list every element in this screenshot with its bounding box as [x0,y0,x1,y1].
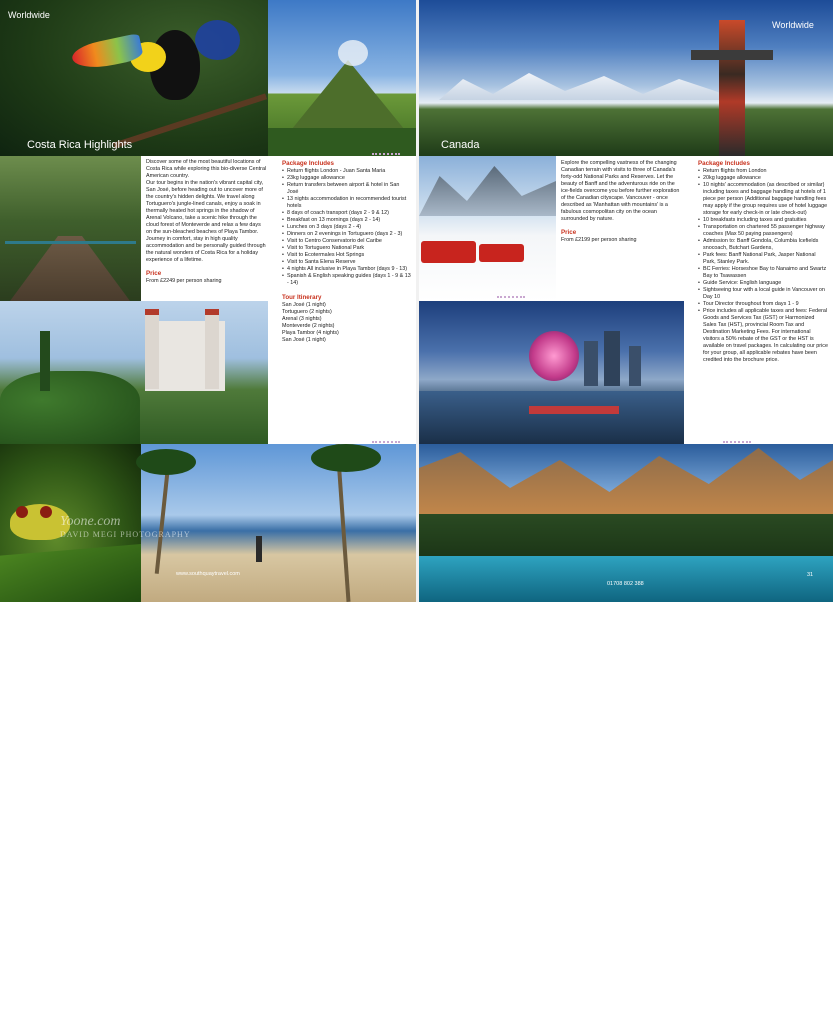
list-item: • 10 nights' accommodation (as described or similar) including taxes and baggage handling at hotels of 1 piece per person (Additional baggage handling fees may apply if the group requires use of hotel luggage storage for early check-in or late check-out) [698,182,828,217]
page-number: 30 [22,1013,29,1019]
list-item: • Visit to Santa Elena Reserve [282,259,412,266]
package-heading: Package Includes [282,160,334,167]
vancouver-harbour-photo [419,301,684,444]
list-item: • Price includes all applicable taxes and fees: Federal Goods and Services Tax (GST) or Harmonized Sales Tax (HST), provincial Room Tax and Destination Marketing Fees. For international visitors a 50% rebate of the GST or the HST is available on travel packages. In calculating our price for your group, all applicable rebates have been credited into the brochure price. [698,308,828,364]
section-label: Worldwide [8,10,50,20]
phone-number: 01708 802 388 [607,581,644,587]
list-item: San José (1 night) [282,302,326,308]
canada-mountains-totem-photo [419,0,833,156]
list-item: Monteverde (2 nights) [282,323,335,329]
price-text: From £2249 per person sharing [146,278,222,284]
list-item: • Sightseeing tour with a local guide in Vancouver on Day 10 [698,287,828,301]
page-number: 31 [807,572,814,578]
list-item: • Tour Director throughout from days 1 - 9 [698,301,828,308]
icefield-snowcoach-photo [419,156,556,301]
decorative-dots [497,296,525,299]
page-title: Canada [441,139,480,151]
itinerary-list [282,302,412,344]
list-item: • 4 nights All inclusive in Playa Tambor (days 9 - 13) [282,266,412,273]
package-heading: Package Includes [698,160,750,167]
zarcero-church-photo [0,301,268,444]
package-list [698,168,828,364]
price-text: From £2199 per person sharing [561,237,637,243]
decorative-dots [372,153,400,156]
list-item: • Return flights London - Juan Santa Maria [282,168,412,175]
list-item: Arenal (3 nights) [282,316,322,322]
list-item: • Visit to Ecotermales Hot Springs [282,252,412,259]
list-item: • BC Ferries: Horseshoe Bay to Nanaimo and Swartz Bay to Tsawassen [698,266,828,280]
list-item: • 20kg luggage allowance [698,175,828,182]
list-item: Playa Tambor (4 nights) [282,330,339,336]
list-item: • 10 breakfasts including taxes and gratuities [698,217,828,224]
list-item: • Return transfers between airport & hotel in San José [282,182,412,196]
price-heading: Price [146,270,162,277]
photographer-watermark [60,514,240,554]
costa-rica-package [282,160,412,344]
list-item: • 13 nights accommodation in recommended tourist hotels [282,196,412,210]
list-item: • Visit to Tortuguero National Park [282,245,412,252]
canada-intro [561,160,683,244]
hanging-bridge-photo [0,156,141,301]
list-item: • 23kg luggage allowance [282,175,412,182]
list-item: • Spanish & English speaking guides (days 1 - 9 & 13 - 14) [282,273,412,287]
intro-paragraph: Discover some of the most beautiful locations of Costa Rica while exploring this bio-diverse Central American country. [146,159,267,179]
list-item: • Lunches on 3 days (days 2 - 4) [282,224,412,231]
list-item: • 8 days of coach transport (days 2 - 9 & 12) [282,210,412,217]
price-heading: Price [561,229,577,236]
list-item: • Breakfast on 13 mornings (days 2 - 14) [282,217,412,224]
package-list [282,168,412,287]
list-item: • Transportation on chartered 55 passenger highway coaches (Max 50 paying passengers) [698,224,828,238]
website-text: www.southquaytravel.com [176,571,240,577]
list-item: • Visit to Centro Conservatorio del Caribe [282,238,412,245]
itinerary-heading: Tour Itinerary [282,294,322,301]
list-item: • Guide Service: English language [698,280,828,287]
moraine-lake-photo [419,444,833,602]
toucan-photo [0,0,268,156]
list-item: • Admission to: Banff Gondola, Columbia Icefields snocoach, Butchart Gardens, [698,238,828,252]
list-item: Tortuguero (2 nights) [282,309,332,315]
intro-paragraph: Journey in comfort, stay in high quality accommodation and be personally guided through the natural wonders of Costa Rica for a holiday experience of a lifetime. [146,236,266,263]
canada-package [698,160,828,364]
list-item: • Dinners on 2 evenings in Tortuguero (days 2 - 3) [282,231,412,238]
watermark-line: Yoone.com [60,514,121,529]
list-item: • Return flights from London [698,168,828,175]
page-title: Costa Rica Highlights [27,139,133,151]
list-item: San José (1 night) [282,337,326,343]
arenal-volcano-photo [268,0,419,156]
list-item: • Park fees: Banff National Park, Jasper National Park, Stanley Park. [698,252,828,266]
costa-rica-intro [146,159,268,285]
section-label: Worldwide [772,20,814,30]
intro-paragraph: Explore the compelling vastness of the changing Canadian terrain with visits to three of Canada's forty-odd National Parks and Reserves. Let the beauty of Banff and the adventurous ride on the ice-fields overcome you before further exploration of the Canadian cityscape. Vancouver - once described as 'Manhattan with mountains' is a fabulous cosmopolitan city on the ocean surrounded by nature. [561,160,680,222]
watermark-line: DAVID MEGI PHOTOGRAPHY [60,530,191,539]
intro-paragraph: Our tour begins in the nation's vibrant capital city, San José, before heading out to uncover more of the country's hidden delights. We travel along Tortuguero's jungle-lined canals, enjoy a soak in thermally heated hot springs in the shadow of Arenal Volcano, take a scenic hike through the cloud forest of Monteverde and relax a few days on the sun-bleached beaches of Playa Tambor. [146,180,264,235]
